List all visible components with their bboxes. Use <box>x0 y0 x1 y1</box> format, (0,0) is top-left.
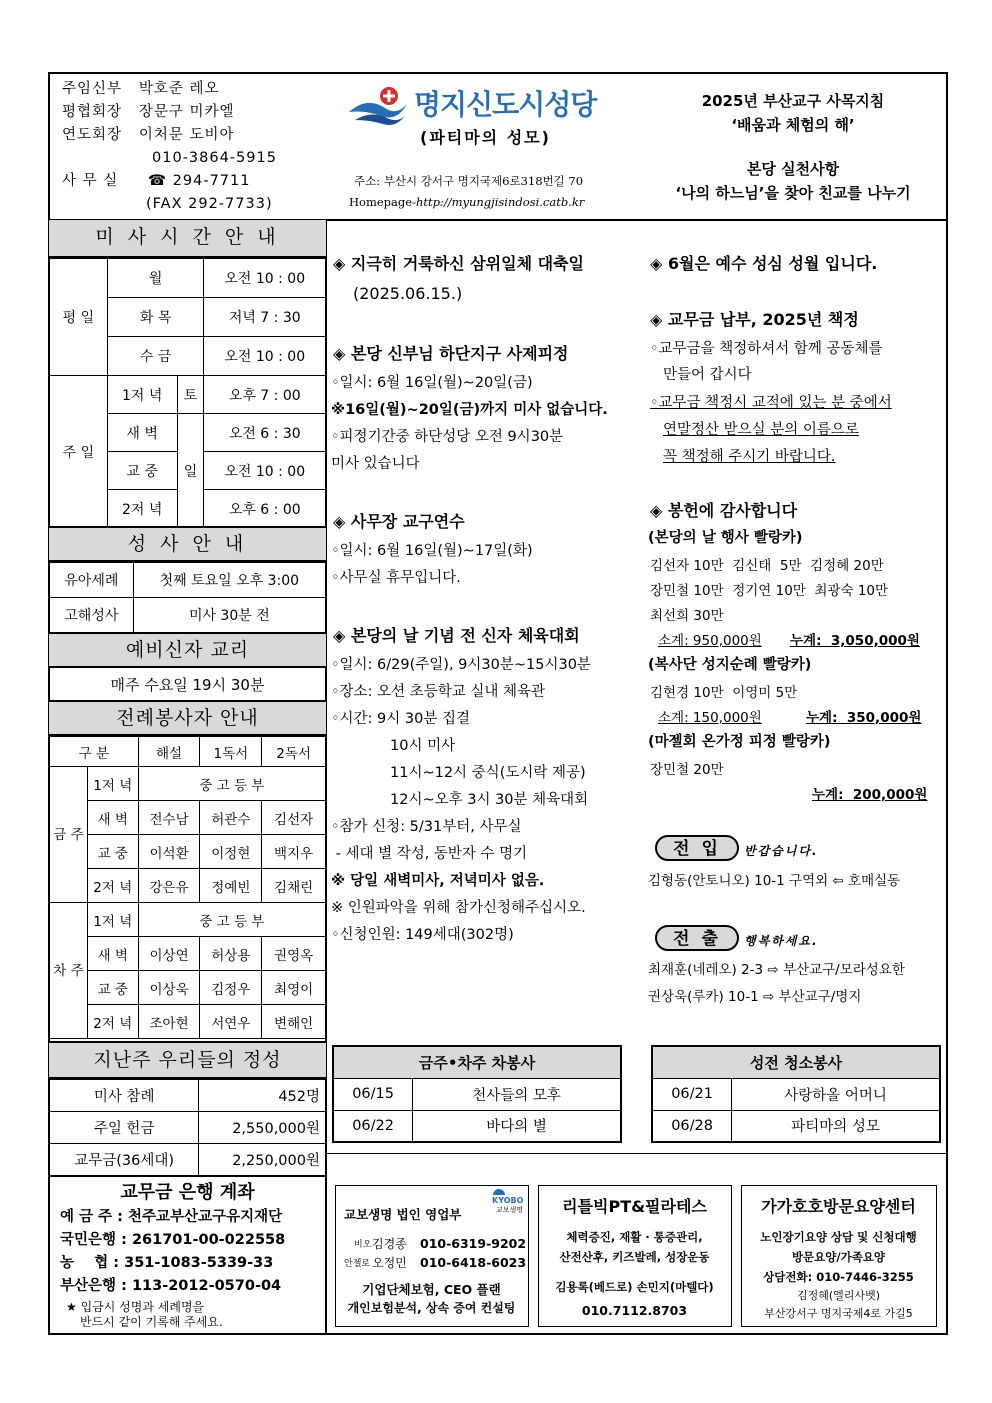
service-team: 천사들의 모후 <box>413 1078 621 1110</box>
office-fax: (FAX 292-7733) <box>146 196 273 212</box>
dues-heading: ◈ 교무금 납부, 2025년 책정 <box>650 310 859 329</box>
retreat-line: 미사 있습니다 <box>331 456 420 472</box>
server-name: 강은유 <box>138 869 200 903</box>
mass-name: 2저 녁 <box>87 869 138 903</box>
weekday-label: 평 일 <box>50 259 108 376</box>
office-heading: ◈ 사무장 교구연수 <box>333 512 465 531</box>
ad-care-phone: 상담전화: 010-7446-3255 <box>763 1270 914 1284</box>
thanks-heading: ◈ 봉헌에 감사합니다 <box>650 501 798 520</box>
cleaning-service-table <box>651 1045 941 1143</box>
bank-row: 국민은행 : 261701-00-022558 <box>60 1232 286 1248</box>
mass-name: 1저 녁 <box>107 376 177 414</box>
contact-name: 김경종 <box>372 1237 407 1251</box>
contact-role: 안젤로 <box>344 1259 371 1269</box>
ad-pilates-line: 체력증진, 재활 · 통증관리, <box>566 1230 703 1244</box>
merged-group: 중 고 등 부 <box>138 767 325 801</box>
mass-name: 새 벽 <box>87 801 138 835</box>
mass-name: 교 중 <box>107 452 177 490</box>
transfer-in-badge: 전 입 <box>655 835 739 861</box>
gift-line: 장민철 20만 <box>650 762 724 778</box>
server-name: 김정우 <box>200 971 262 1005</box>
server-name: 백지우 <box>262 835 326 869</box>
ad-pilates-line: 산전산후, 키즈발레, 성장운동 <box>559 1250 710 1264</box>
practice-text: ‘나의 하느님’을 찾아 친교를 나누기 <box>675 184 911 202</box>
mass-time: 오전 6 : 30 <box>204 414 326 452</box>
sports-heading: ◈ 본당의 날 기념 전 신자 체육대회 <box>333 626 580 645</box>
server-name: 최영이 <box>262 971 326 1005</box>
transfer-out-greeting: 행복하세요. <box>744 934 819 948</box>
catechumen-value: 매주 수요일 19시 30분 <box>110 676 265 694</box>
sunday-day-label: 일 <box>177 414 204 528</box>
mass-day: 수 금 <box>107 337 204 376</box>
gift-group-title: (복사단 성지순례 빨랑카) <box>648 657 812 673</box>
confession-value: 미사 30분 전 <box>133 598 325 633</box>
dues-line: 연말정산 받으실 분의 이름으로 <box>663 422 859 438</box>
mass-name: 교 중 <box>87 835 138 869</box>
mass-name: 1저 녁 <box>87 903 138 937</box>
baptism-label: 유아세례 <box>50 563 134 598</box>
office-label: 사 무 실 <box>62 173 119 189</box>
mass-name: 1저 녁 <box>87 767 138 801</box>
church-logo-icon <box>345 86 411 130</box>
server-name: 이석환 <box>138 835 200 869</box>
gift-line: 김현경 10만 이영미 5만 <box>650 685 798 701</box>
server-name: 이상연 <box>138 937 200 971</box>
church-subtitle: (파티마의 성모) <box>420 128 551 147</box>
trinity-date: (2025.06.15.) <box>353 284 463 303</box>
sacrament-table <box>49 562 326 633</box>
dues-line: ◦교무금 책정시 교적에 있는 분 중에서 <box>650 395 892 411</box>
ad-kyobo-title: 교보생명 법인 영업부 <box>344 1207 462 1222</box>
ad-care-line: 노인장기요양 상담 및 신청대행 <box>760 1230 917 1244</box>
server-name: 정예빈 <box>200 869 262 903</box>
office-line: ◦일시: 6월 16일(월)~17일(화) <box>331 543 533 559</box>
ad-kyobo-line: 개인보험분석, 상속 증여 컨설팅 <box>347 1301 516 1315</box>
server-name: 조아현 <box>138 1005 200 1039</box>
retreat-line: ◦일시: 6월 16일(월)~20일(금) <box>331 375 533 391</box>
sports-line: ◦일시: 6/29(주일), 9시30분~15시30분 <box>331 657 591 673</box>
mass-times-title: 미 사 시 간 안 내 <box>49 220 326 258</box>
ad-pilates-contact: 김용록(베드로) 손민지(마텔다) <box>555 1280 714 1294</box>
pastoral-title: 2025년 부산교구 사목지침 <box>701 92 885 110</box>
retreat-heading: ◈ 본당 신부님 하단지구 사제피정 <box>333 344 569 363</box>
contact-phone: 010-6319-9202 <box>420 1236 527 1251</box>
mass-name: 새 벽 <box>87 937 138 971</box>
sports-line: 12시~오후 3시 30분 체육대회 <box>390 792 589 808</box>
transfer-in-line: 김형동(안토니오) 10-1 구역외 ⇦ 호매실동 <box>648 873 901 889</box>
gift-group-title: (본당의 날 행사 빨랑카) <box>648 530 803 546</box>
gift-total: 누계: 350,000원 <box>806 710 922 726</box>
sports-line: ※ 당일 새벽미사, 저녁미사 없음. <box>331 873 545 889</box>
server-name: 허관수 <box>200 801 262 835</box>
sunday-label: 주 일 <box>50 376 108 528</box>
offering-label: 미사 참례 <box>50 1080 199 1112</box>
ad-care-address: 부산강서구 명지국제4로 가길5 <box>764 1307 913 1320</box>
dues-line: 꼭 책정해 주시기 바랍니다. <box>663 449 836 465</box>
sports-line: ◦장소: 오션 초등학교 실내 체육관 <box>331 684 545 700</box>
church-name: 명지신도시성당 <box>414 88 597 121</box>
car-service-table <box>332 1045 622 1143</box>
church-address: 주소: 부산시 강서구 명지국제6로318번길 70 <box>354 174 584 188</box>
sports-line: - 세대 별 작성, 동반자 수 명기 <box>331 846 528 862</box>
staff-row: 평협회장 장문구 미카엘 <box>62 104 235 120</box>
offering-value: 2,250,000원 <box>199 1144 326 1176</box>
staff-row: 연도회장 이처문 도비아 <box>62 127 235 143</box>
contact-phone: 010-6418-6023 <box>420 1255 527 1270</box>
car-service-title: 금주•차주 차봉사 <box>333 1046 621 1078</box>
server-name: 권영옥 <box>262 937 326 971</box>
transfer-out-line: 권상욱(루카) 10-1 ⇨ 부산교구/명지 <box>648 989 862 1005</box>
sports-line: 11시~12시 중식(도시락 제공) <box>390 765 586 781</box>
mass-name: 교 중 <box>87 971 138 1005</box>
server-name: 이정현 <box>200 835 262 869</box>
server-name: 이상욱 <box>138 971 200 1005</box>
service-team: 사랑하올 어머니 <box>732 1078 940 1110</box>
transfer-out-badge: 전 출 <box>655 925 739 951</box>
mass-time: 오후 6 : 00 <box>204 490 326 528</box>
mass-day: 화 목 <box>107 298 204 337</box>
office-line: ◦사무실 휴무입니다. <box>331 570 461 586</box>
mass-time: 오후 7 : 00 <box>204 376 326 414</box>
server-name: 김채린 <box>262 869 326 903</box>
server-name: 김선자 <box>262 801 326 835</box>
service-date: 06/15 <box>333 1078 413 1110</box>
gift-line: 최선희 30만 <box>650 608 724 624</box>
dues-line: ◦교무금을 책정하셔서 함께 공동체를 <box>650 341 883 357</box>
bank-row: 예 금 주 : 천주교부산교구유지재단 <box>60 1209 283 1225</box>
offering-table <box>49 1079 326 1176</box>
col-header: 2독서 <box>262 737 326 767</box>
bank-note: ★ 입금시 성명과 세례명을 <box>66 1300 205 1314</box>
server-name: 변해인 <box>262 1005 326 1039</box>
col-header: 구 분 <box>50 737 139 767</box>
bank-divider <box>48 1175 326 1177</box>
kyobo-logo-sub: 교보생명 <box>496 1206 524 1214</box>
transfer-out-line: 최재훈(네레오) 2-3 ⇨ 부산교구/모라성요한 <box>648 962 905 978</box>
trinity-heading: ◈ 지극히 거룩하신 삼위일체 대축일 <box>333 254 584 273</box>
offering-value: 2,550,000원 <box>199 1112 326 1144</box>
mass-day: 월 <box>107 259 204 298</box>
mass-time: 오전 10 : 00 <box>204 337 326 376</box>
sacrament-title: 성 사 안 내 <box>49 526 326 562</box>
sports-line: ◦신청인원: 149세대(302명) <box>331 927 514 943</box>
service-date: 06/28 <box>652 1110 732 1142</box>
mass-time: 저녁 7 : 30 <box>204 298 326 337</box>
bank-row: 부산은행 : 113-2012-0570-04 <box>60 1278 282 1294</box>
ad-care-center <box>741 1185 937 1327</box>
gift-group-title: (마젤회 온가정 피정 빨랑카) <box>648 734 831 750</box>
saturday-label: 토 <box>177 376 204 414</box>
ad-pilates <box>538 1185 732 1327</box>
servers-title: 전례봉사자 안내 <box>49 700 326 736</box>
ad-pilates-title: 리틀빅PT&필라테스 <box>562 1197 707 1216</box>
ad-kyobo <box>335 1185 529 1327</box>
service-date: 06/21 <box>652 1078 732 1110</box>
contact-role: 비오 <box>354 1240 372 1250</box>
bank-title: 교무금 은행 계좌 <box>120 1182 255 1203</box>
this-week-label: 금 주 <box>50 767 88 903</box>
confession-label: 고해성사 <box>50 598 134 633</box>
gift-subtotal: 소계: 150,000원 <box>658 710 762 726</box>
office-phone: ☎ 294-7711 <box>148 173 251 189</box>
transfer-in-greeting: 반갑습니다. <box>744 844 819 858</box>
gift-line: 장민철 10만 정기연 10만 최광숙 10만 <box>650 583 889 599</box>
homepage-link[interactable]: http://myungjisindosi.catb.kr <box>415 195 585 209</box>
servers-table <box>49 736 326 1039</box>
staff-row: 주임신부 박호준 레오 <box>62 81 220 97</box>
homepage-line: Homepage-http://myungjisindosi.catb.kr <box>349 195 585 209</box>
retreat-line: ◦피정기간중 하단성당 오전 9시30분 <box>331 429 564 445</box>
mass-times-table <box>49 258 326 528</box>
june-heading: ◈ 6월은 예수 성심 성월 입니다. <box>650 254 878 273</box>
mass-time: 오전 10 : 00 <box>204 452 326 490</box>
sports-line: ※ 인원파악을 위해 참가신청해주십시오. <box>331 900 586 916</box>
ad-kyobo-line: 기업단체보험, CEO 플랜 <box>362 1282 501 1297</box>
sports-line: ◦참가 신청: 5/31부터, 사무실 <box>331 819 522 835</box>
catechumen-title: 예비신자 교리 <box>49 632 326 668</box>
kyobo-logo-icon <box>493 1189 505 1195</box>
sports-line: ◦시간: 9시 30분 집결 <box>331 711 470 727</box>
mass-name: 2저 녁 <box>87 1005 138 1039</box>
offering-value: 452명 <box>199 1080 326 1112</box>
contact-name: 오정민 <box>372 1256 407 1270</box>
merged-group: 중 고 등 부 <box>138 903 325 937</box>
mass-name: 새 벽 <box>107 414 177 452</box>
service-team: 파티마의 성모 <box>732 1110 940 1142</box>
ad-care-contact: 김정혜(엘리사벳) <box>797 1289 880 1302</box>
service-date: 06/22 <box>333 1110 413 1142</box>
offering-label: 교무금(36세대) <box>50 1144 199 1176</box>
sports-line: 10시 미사 <box>390 738 456 754</box>
baptism-value: 첫째 토요일 오후 3:00 <box>133 563 325 598</box>
mass-time: 오전 10 : 00 <box>204 259 326 298</box>
col-header: 1독서 <box>200 737 262 767</box>
bank-note: 반드시 같이 기록해 주세요. <box>80 1315 223 1329</box>
service-team: 바다의 별 <box>413 1110 621 1142</box>
server-name: 허상용 <box>200 937 262 971</box>
dues-line: 만들어 갑시다 <box>663 367 752 383</box>
cleaning-service-title: 성전 청소봉사 <box>652 1046 940 1078</box>
offering-title: 지난주 우리들의 정성 <box>49 1041 326 1079</box>
ads-divider <box>326 1153 948 1154</box>
ad-pilates-phone: 010.7112.8703 <box>581 1303 688 1318</box>
server-name: 서연우 <box>200 1005 262 1039</box>
ad-care-title: 가가호호방문요양센터 <box>761 1197 916 1216</box>
gift-total: 누계: 200,000원 <box>812 787 928 803</box>
pastor-phone: 010-3864-5915 <box>152 150 277 166</box>
gift-line: 김선자 10만 김신태 5만 김정혜 20만 <box>650 558 884 574</box>
col-header: 해설 <box>138 737 200 767</box>
bank-row: 농 협 : 351-1083-5339-33 <box>60 1255 274 1271</box>
next-week-label: 차 주 <box>50 903 88 1039</box>
mass-name: 2저 녁 <box>107 490 177 528</box>
retreat-line: ※16일(월)~20일(금)까지 미사 없습니다. <box>331 402 608 418</box>
offering-label: 주일 헌금 <box>50 1112 199 1144</box>
practice-title: 본당 실천사항 <box>746 160 840 178</box>
gift-subtotal: 소계: 950,000원 <box>658 633 762 649</box>
ad-care-line: 방문요양/가족요양 <box>791 1250 886 1264</box>
gift-total: 누계: 3,050,000원 <box>790 633 920 649</box>
server-name: 전수남 <box>138 801 200 835</box>
kyobo-logo-text: KYOBO <box>492 1196 524 1205</box>
pastoral-theme: ‘배움과 체험의 해’ <box>731 116 855 134</box>
